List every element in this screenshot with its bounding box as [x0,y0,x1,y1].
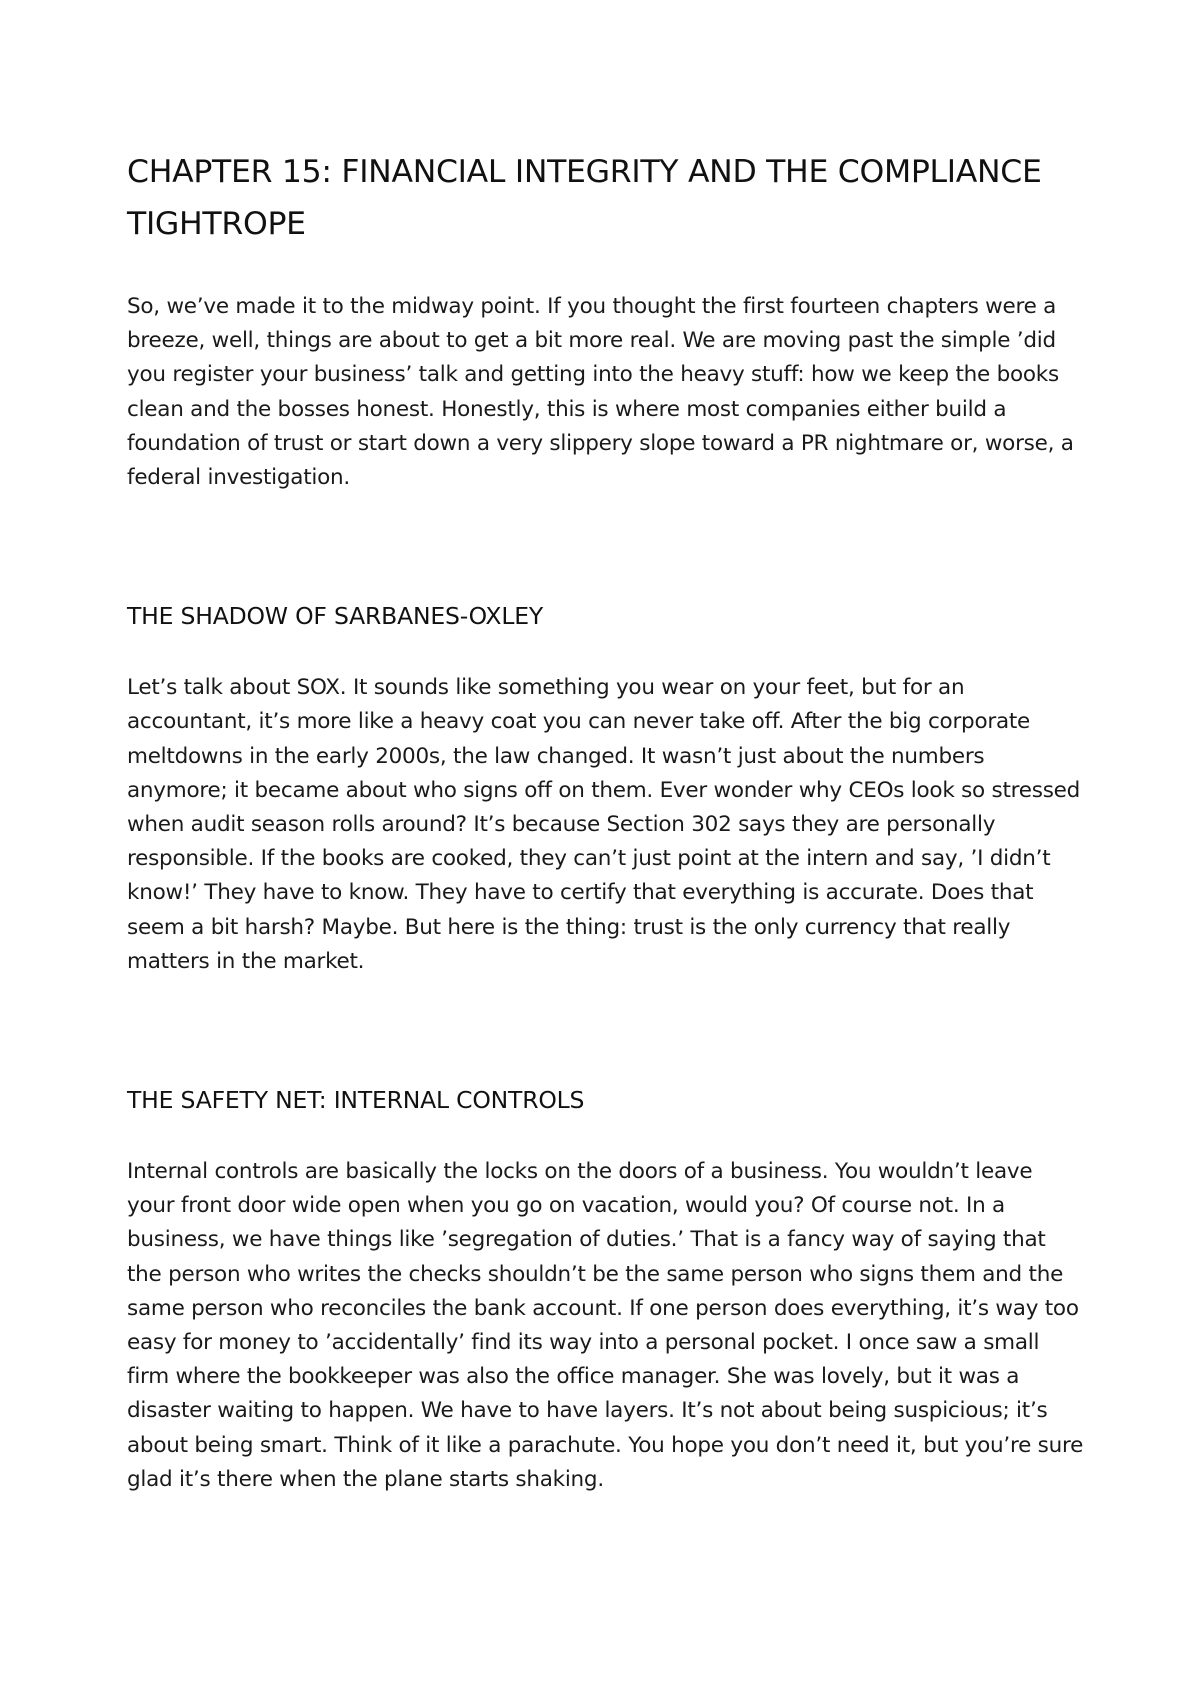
document-page [127,146,1085,1497]
section-heading: THE SHADOW OF SARBANES-OXLEY [127,602,544,631]
intro-paragraph: So, we’ve made it to the midway point. If you thought the first fourteen chapters were a breeze, well, things are about to get a bit more real. We are moving past the simple ’did you register your business’ talk and getting into the heavy stuff: how we keep the books clean and the bosses honest. Honestly, this is where most companies either build a foundation of trust or start down a very slippery slope toward a PR nightmare or, worse, a federal investigation. [127,294,1074,491]
section-paragraph: Let’s talk about SOX. It sounds like something you wear on your feet, but for an accountant, it’s more like a heavy coat you can never take off. After the big corporate meltdowns in the early 2000s, the law changed. It wasn’t just about the numbers anymore; it became about who signs off on them. Ever wonder why CEOs look so stressed when audit season rolls around? It’s because Section 302 says they are personally responsible. If the books are cooked, they can’t just point at the intern and say, ’I didn’t know!’ They have to know. They have to certify that everything is accurate. Does that seem a bit harsh? Maybe. But here is the thing: trust is the only currency that really matters in the market. [127,675,1081,974]
section-internal-controls [127,1083,1085,1497]
section-heading: THE SAFETY NET: INTERNAL CONTROLS [127,1086,585,1115]
section-paragraph: Internal controls are basically the locks on the doors of a business. You wouldn’t leave your front door wide open when you go on vacation, would you? Of course not. In a business, we have things like ’segregation of duties.’ That is a fancy way of saying that the person who writes the checks shouldn’t be the same person who signs them and the same person who reconciles the bank account. If one person does everything, it’s way too easy for money to ’accidentally’ find its way into a personal pocket. I once saw a small firm where the bookkeeper was also the office manager. She was lovely, but it was a disaster waiting to happen. We have to have layers. It’s not about being suspicious; it’s about being smart. Think of it like a parachute. You hope you don’t need it, but you’re sure glad it’s there when the plane starts shaking. [127,1159,1084,1492]
section-sarbanes-oxley [127,599,1085,979]
chapter-title: CHAPTER 15: FINANCIAL INTEGRITY AND THE COMPLIANCE TIGHTROPE [127,154,1042,242]
